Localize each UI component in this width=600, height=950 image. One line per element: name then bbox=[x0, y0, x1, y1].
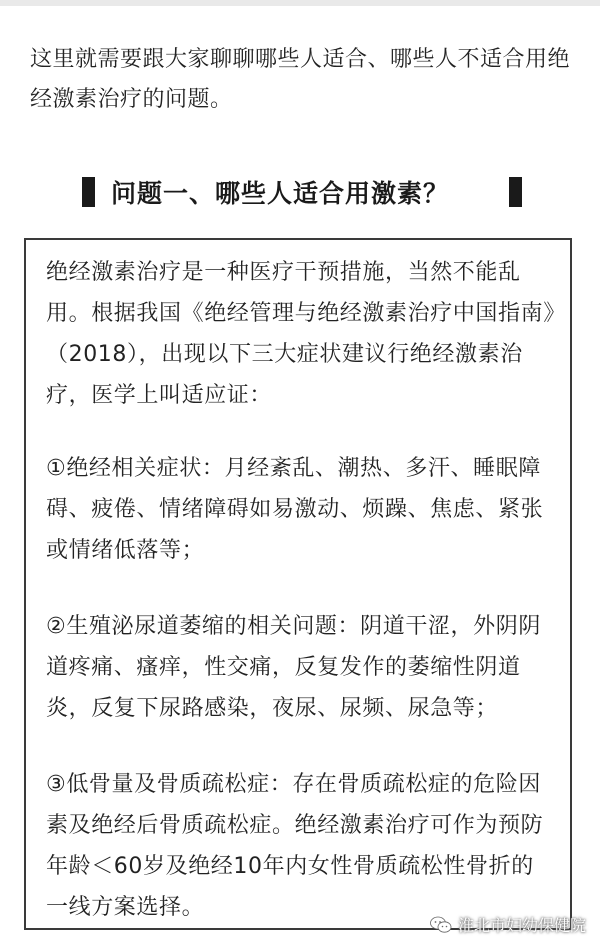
heading-bar-left bbox=[82, 177, 95, 207]
paragraph-menopause-symptoms: ①绝经相关症状：月经紊乱、潮热、多汗、睡眠障碍、疲倦、情绪障碍如易激动、烦躁、焦虑、紧张或情绪低落等； bbox=[46, 456, 544, 563]
section-heading bbox=[82, 170, 522, 214]
wechat-icon bbox=[430, 916, 452, 934]
paragraph-intro: 绝经激素治疗是一种医疗干预措施，当然不能乱用。根据我国《绝经管理与绝经激素治疗中国指南》（2018），出现以下三大症状建议行绝经激素治疗，医学上叫适应证： bbox=[46, 260, 555, 408]
watermark bbox=[430, 913, 586, 936]
heading-title: 问题一、哪些人适合用激素？ bbox=[111, 179, 450, 208]
heading-bar-right bbox=[509, 177, 522, 207]
watermark-text: 淮北市妇幼保健院 bbox=[457, 916, 586, 935]
content-box bbox=[24, 238, 572, 930]
top-divider bbox=[0, 0, 600, 6]
paragraph-osteoporosis: ③低骨量及骨质疏松症：存在骨质疏松症的危险因素及绝经后骨质疏松症。绝经激素治疗可作为预防年龄＜60岁及绝经10年内女性骨质疏松性骨折的一线方案选择。 bbox=[46, 772, 544, 920]
paragraph-urogenital-atrophy: ②生殖泌尿道萎缩的相关问题：阴道干涩，外阴阴道疼痛、瘙痒，性交痛，反复发作的萎缩性阴道炎，反复下尿路感染，夜尿、尿频、尿急等； bbox=[46, 614, 541, 721]
intro-text: 这里就需要跟大家聊聊哪些人适合、哪些人不适合用绝经激素治疗的问题。 bbox=[30, 47, 571, 112]
